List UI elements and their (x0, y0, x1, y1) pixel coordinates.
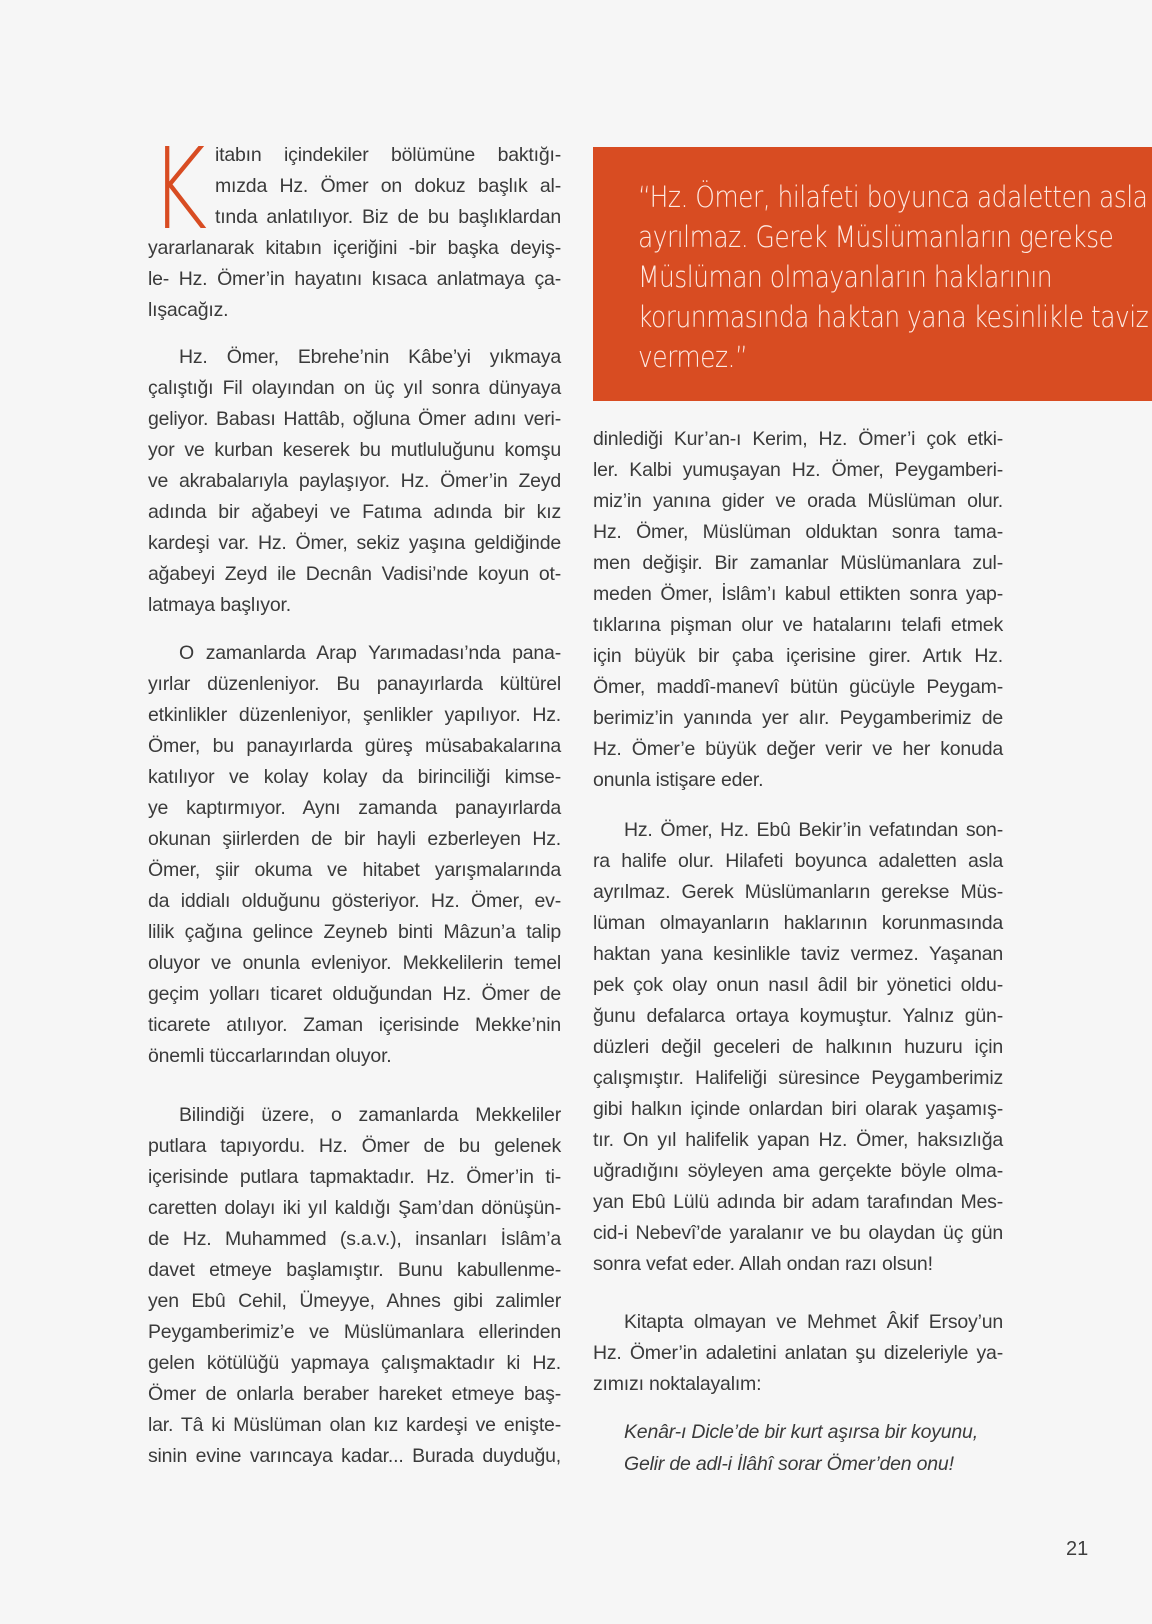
body-text-line: pek çok olay onun nasıl âdil bir yönetici oldu- (593, 974, 1003, 996)
body-text-line: yan Ebû Lülü adında bir adam tarafından Mes- (593, 1191, 1003, 1213)
body-text-line: lışacağız. (148, 299, 229, 321)
body-text-line: Hz. Ömer’in adaletini anlatan şu dizeleriyle ya- (593, 1342, 1003, 1364)
body-text-line: sinin evine varıncaya kadar... Burada duyduğu, (148, 1445, 561, 1467)
body-text-line: yararlanarak kitabın içeriğini -bir başka deyiş- (148, 237, 561, 259)
body-text-line: Hz. Ömer, Hz. Ebû Bekir’in vefatından son- (624, 819, 1003, 841)
body-text-line: yen Ebû Cehil, Ümeyye, Ahnes gibi zalimler (148, 1290, 561, 1312)
body-text-line: men değişir. Bir zamanlar Müslümanlara zul- (593, 552, 1003, 574)
pull-quote-line: korunmasında haktan yana kesinlikle taviz (638, 300, 1149, 334)
body-text-line: gelen kötülüğü yapmaya çalışmaktadır ki Hz. (148, 1352, 561, 1374)
body-text-line: ağabeyi Zeyd ile Decnân Vadisi’nde koyun ot- (148, 563, 561, 585)
body-text-line: düzleri değil geceleri de halkının huzuru için (593, 1036, 1003, 1058)
body-text-line: Peygamberimiz’e ve Müslümanlara ellerinden (148, 1321, 561, 1343)
body-text-line: ye kaptırmıyor. Aynı zamanda panayırlarda (148, 797, 561, 819)
body-text-line: latmaya başlıyor. (148, 594, 291, 616)
body-text-line: ra halife olur. Hilafeti boyunca adaletten asla (593, 850, 1003, 872)
poem-line: Kenâr-ı Dicle’de bir kurt aşırsa bir koyunu, (624, 1421, 978, 1443)
body-text-line: ticarete atılıyor. Zaman içerisinde Mekke’nin (148, 1014, 561, 1036)
body-text-line: geçim yolları ticaret olduğundan Hz. Ömer de (148, 983, 561, 1005)
pull-quote-line: “Hz. Ömer, hilafeti boyunca adaletten asla (638, 180, 1148, 214)
body-text-line: onunla istişare eder. (593, 769, 764, 791)
body-text-line: Ömer, bu panayırlarda güreş müsabakalarına (148, 735, 561, 757)
body-text-line: itabın içindekiler bölümüne baktığı- (215, 144, 561, 166)
body-text-line: dinlediği Kur’an-ı Kerim, Hz. Ömer’i çok etki- (593, 428, 1003, 450)
body-text-line: sonra vefat eder. Allah ondan razı olsun! (593, 1253, 933, 1275)
body-text-line: uğradığını söyleyen ama gerçekte böyle olma- (593, 1160, 1003, 1182)
body-text-line: mızda Hz. Ömer on dokuz başlık al- (215, 175, 561, 197)
body-text-line: lar. Tâ ki Müslüman olan kız kardeşi ve enişte- (148, 1414, 561, 1436)
body-text-line: ve akrabalarıyla paylaşıyor. Hz. Ömer’in Zeyd (148, 470, 561, 492)
pull-quote-line: vermez.” (638, 340, 748, 374)
body-text-line: putlara tapıyordu. Hz. Ömer de bu gelenek (148, 1135, 561, 1157)
body-text-line: miz’in yanına gider ve orada Müslüman olur. (593, 490, 1003, 512)
body-text-line: O zamanlarda Arap Yarımadası’nda pana- (179, 642, 561, 664)
body-text-line: Hz. Ömer, Ebrehe’nin Kâbe’yi yıkmaya (179, 346, 561, 368)
body-text-line: tır. On yıl halifelik yapan Hz. Ömer, haksızlığa (593, 1129, 1003, 1151)
body-text-line: berimiz’in yanında yer alır. Peygamberimiz de (593, 707, 1003, 729)
body-text-line: lilik çağına gelince Zeyneb binti Mâzun’a talip (148, 921, 561, 943)
body-text-line: oluyor ve onunla evleniyor. Mekkelilerin temel (148, 952, 561, 974)
body-text-line: yor ve kurban keserek bu mutluluğunu komşu (148, 439, 561, 461)
body-text-line: Bilindiği üzere, o zamanlarda Mekkeliler (179, 1104, 561, 1126)
body-text-line: çalışmıştır. Halifeliği süresince Peygamberimiz (593, 1067, 1003, 1089)
drop-cap-letter: K (150, 125, 208, 255)
body-text-line: içerisinde putlara tapmaktadır. Hz. Ömer’in ti- (148, 1166, 561, 1188)
pull-quote-line: Müslüman olmayanların haklarının (638, 260, 1053, 294)
body-text-line: okunan şiirlerden de bir hayli ezberleyen Hz. (148, 828, 561, 850)
body-text-line: ğunu defalarca ortaya koymuştur. Yalnız gün- (593, 1005, 1003, 1027)
body-text-line: Hz. Ömer, Müslüman olduktan sonra tama- (593, 521, 1003, 543)
body-text-line: haktan yana kesinlikle taviz vermez. Yaşanan (593, 943, 1003, 965)
body-text-line: gibi halkın içinde onlardan biri olarak yaşamış- (593, 1098, 1003, 1120)
poem-line: Gelir de adl-i İlâhî sorar Ömer’den onu! (624, 1453, 954, 1475)
body-text-line: çalıştığı Fil olayından on üç yıl sonra dünyaya (148, 377, 561, 399)
body-text-line: zımızı noktalayalım: (593, 1373, 762, 1395)
body-text-line: ayrılmaz. Gerek Müslümanların gerekse Müs- (593, 881, 1003, 903)
body-text-line: etkinlikler düzenleniyor, şenlikler yapılıyor. Hz. (148, 704, 561, 726)
body-text-line: adında bir ağabeyi ve Fatıma adında bir kız (148, 501, 561, 523)
pull-quote-box (593, 147, 1152, 401)
body-text-line: geliyor. Babası Hattâb, oğluna Ömer adını veri- (148, 408, 561, 430)
body-text-line: da iddialı olduğunu gösteriyor. Hz. Ömer, ev- (148, 890, 561, 912)
body-text-line: Ömer, maddî-manevî bütün gücüyle Peygam- (593, 676, 1003, 698)
body-text-line: le- Hz. Ömer’in hayatını kısaca anlatmaya ça- (148, 268, 561, 290)
body-text-line: yırlar düzenleniyor. Bu panayırlarda kültürel (148, 673, 561, 695)
body-text-line: için büyük bir çaba içerisine girer. Artık Hz. (593, 645, 1003, 667)
body-text-line: Ömer, şiir okuma ve hitabet yarışmalarında (148, 859, 561, 881)
body-text-line: cid-i Nebevî’de yaralanır ve bu olaydan üç gün (593, 1222, 1003, 1244)
body-text-line: ler. Kalbi yumuşayan Hz. Ömer, Peygamberi- (593, 459, 1003, 481)
body-text-line: davet etmeye başlamıştır. Bunu kabullenme- (148, 1259, 561, 1281)
body-text-line: tında anlatılıyor. Biz de bu başlıklardan (215, 206, 561, 228)
body-text-line: tıklarına pişman olur ve hatalarını telafi etmek (593, 614, 1003, 636)
body-text-line: önemli tüccarlarından oluyor. (148, 1045, 392, 1067)
body-text-line: de Hz. Muhammed (s.a.v.), insanları İslâm’a (148, 1228, 561, 1250)
body-text-line: caretten dolayı iki yıl kaldığı Şam’dan dönüşün- (148, 1197, 561, 1219)
pull-quote-line: ayrılmaz. Gerek Müslümanların gerekse (638, 220, 1114, 254)
body-text-line: Hz. Ömer’e büyük değer verir ve her konuda (593, 738, 1003, 760)
body-text-line: kardeşi var. Hz. Ömer, sekiz yaşına geldiğinde (148, 532, 561, 554)
body-text-line: Ömer de onlarla beraber hareket etmeye baş- (148, 1383, 561, 1405)
page-number: 21 (1066, 1538, 1089, 1560)
body-text-line: Kitapta olmayan ve Mehmet Âkif Ersoy’un (624, 1311, 1003, 1333)
body-text-line: katılıyor ve kolay kolay da birinciliği kimse- (148, 766, 561, 788)
body-text-line: meden Ömer, İslâm’ı kabul ettikten sonra yap- (593, 583, 1003, 605)
body-text-line: lüman olmayanların haklarının korunmasında (593, 912, 1003, 934)
